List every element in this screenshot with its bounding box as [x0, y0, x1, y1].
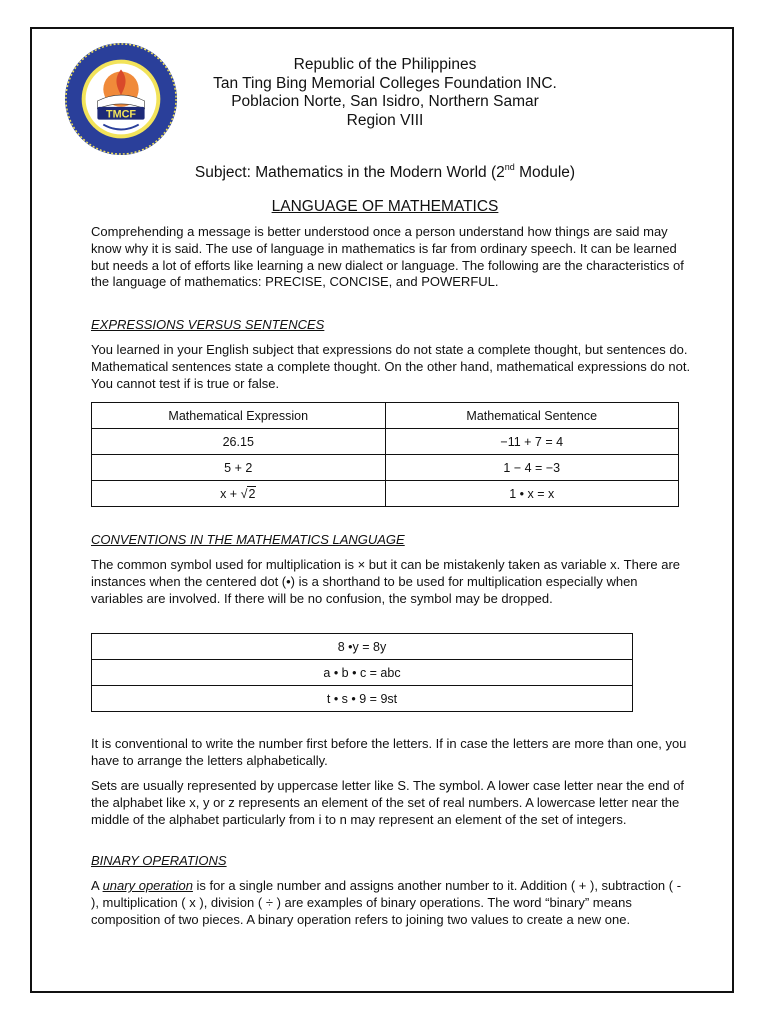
table-cell: a • b • c = abc	[92, 660, 633, 686]
intro-paragraph: Comprehending a message is better understood once a person understand how things are said may know why it is said. The use of language in mathematics is far from ordinary speech. It can be learned but needs a lot of efforts like learning a new dialect or language. The following are the characteristics of the language of mathematics: PRECISE, CONCISE, and POWERFUL.	[91, 224, 684, 290]
square-root-symbol: √2	[240, 486, 256, 501]
table-cell: 5 + 2	[92, 455, 386, 481]
table-row	[92, 429, 679, 455]
section-heading-expressions: EXPRESSIONS VERSUS SENTENCES	[91, 317, 325, 332]
binary-paragraph	[91, 878, 691, 928]
unary-operation-term: unary operation	[102, 878, 193, 893]
sets-paragraph: Sets are usually represented by uppercase letter like S. The symbol. A lower case letter near the end of the alphabet like x, y or z represents an element of the set of real numbers. A lowercase letter near the middle of the alphabet particularly from i to n may represent an element of the set of integers.	[91, 778, 685, 827]
table-row	[92, 481, 679, 507]
column-header-sentence: Mathematical Sentence	[385, 403, 679, 429]
header-line-region: Region VIII	[346, 111, 424, 129]
section-heading-binary: BINARY OPERATIONS	[91, 853, 227, 868]
section-heading-conventions: CONVENTIONS IN THE MATHEMATICS LANGUAGE	[91, 532, 405, 547]
document-header	[150, 56, 620, 130]
expressions-table	[91, 402, 679, 507]
seal-text: TMCF	[106, 108, 136, 121]
table-cell: 8 •y = 8y	[92, 634, 633, 660]
binary-text-post: is for a single number and assigns another number to it. Addition ( + ), subtraction ( - ), multiplication ( x ), division ( ÷ ) are examples of binary operations. The word “binary” means composition of two pieces. A binary operation refers to joining two values to create a new one.	[91, 878, 682, 927]
square-root-argument: 2	[248, 486, 256, 501]
expression-prefix: x +	[220, 486, 241, 501]
header-line-college: Tan Ting Bing Memorial Colleges Foundation INC.	[213, 74, 557, 92]
header-line-republic: Republic of the Philippines	[293, 56, 477, 73]
letters-order-paragraph: It is conventional to write the number first before the letters. If in case the letters are more than one, you have to arrange the letters alphabetically.	[91, 736, 687, 768]
table-row	[92, 686, 633, 712]
table-row	[92, 660, 633, 686]
binary-text-pre: A	[91, 878, 103, 893]
subject-suffix: Module)	[514, 164, 576, 181]
conventions-paragraph: The common symbol used for multiplication is × but it can be mistakenly taken as variable x. There are instances when the centered dot (•) is a shorthand to be used for multiplication especially when variables are involved. If there will be no confusion, the symbol may be dropped.	[91, 557, 681, 606]
expressions-paragraph: You learned in your English subject that expressions do not state a complete thought, but sentences do. Mathematical sentences state a complete thought. On the other hand, mathematical expressions do not. You cannot test if is true or false.	[91, 342, 691, 391]
subject-prefix: Subject: Mathematics in the Modern World (2	[194, 164, 505, 181]
table-cell-sqrt-expression	[92, 481, 386, 507]
table-header-row	[92, 403, 679, 429]
table-cell: t • s • 9 = 9st	[92, 686, 633, 712]
page-title: LANGUAGE OF MATHEMATICS	[271, 198, 499, 215]
header-line-address: Poblacion Norte, San Isidro, Northern Samar	[231, 93, 539, 110]
table-row	[92, 455, 679, 481]
subject-superscript: nd	[504, 162, 515, 172]
table-cell: −11 + 7 = 4	[385, 429, 679, 455]
conventions-table	[91, 633, 633, 712]
column-header-expression: Mathematical Expression	[92, 403, 386, 429]
table-row	[92, 634, 633, 660]
table-cell: 1 − 4 = −3	[385, 455, 679, 481]
table-cell: 1 • x = x	[385, 481, 679, 507]
subject-line	[90, 164, 680, 182]
table-cell: 26.15	[92, 429, 386, 455]
